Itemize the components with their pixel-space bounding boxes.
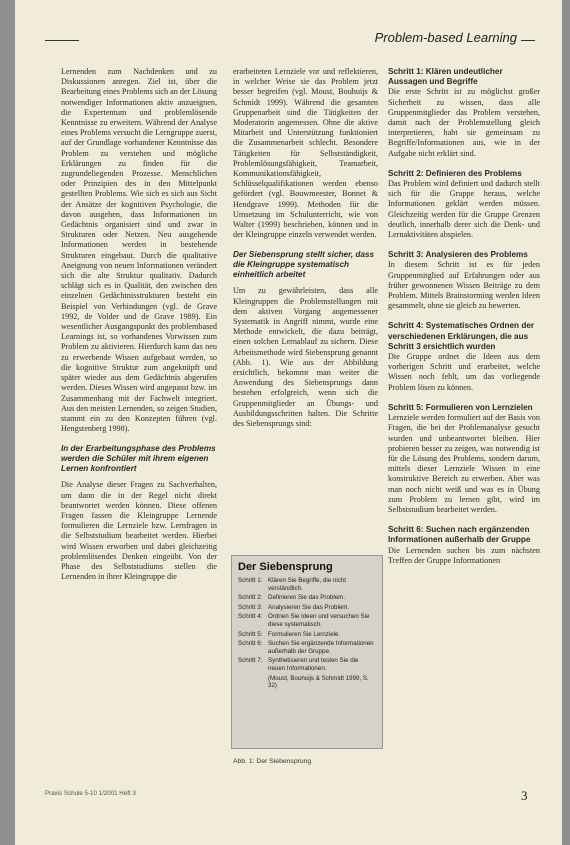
box-row bbox=[238, 604, 376, 612]
box-row-text: Definieren Sie das Problem. bbox=[268, 594, 346, 602]
box-row-text: Analysieren Sie das Problem. bbox=[268, 603, 350, 611]
step-title: Schritt 6: Suchen nach ergänzenden Informationen außerhalb der Gruppe bbox=[388, 525, 531, 545]
subheading: Der Siebensprung stellt sicher, dass die Kleingruppe systematisch einheitlich arbeitet bbox=[233, 250, 375, 280]
box-row bbox=[238, 631, 376, 639]
box-source-text: (Moust, Bouhuijs & Schmidt 1999, S. 32) bbox=[268, 674, 369, 690]
step-text: In diesem Schritt ist es für jeden Gruppenmitglied auf Erfahrungen oder aus früher gewonnenen Wissen Beiträge zu dem Problem. Mittels Brainstorming werden Ideen gesammelt, ohne sie gleich zu bewerten. bbox=[388, 260, 540, 311]
page-number: 3 bbox=[521, 788, 528, 803]
box-row-label: Schritt 5: bbox=[238, 630, 263, 638]
box-row bbox=[238, 613, 376, 628]
step-block bbox=[388, 403, 540, 515]
page-footer: Praxis Schule 5-10 1/2001 Heft 3 bbox=[45, 790, 136, 797]
box-source bbox=[238, 675, 376, 690]
header-rule-left bbox=[45, 40, 79, 41]
box-row-text: Suchen Sie ergänzende Informationen außerhalb der Gruppe. bbox=[268, 640, 374, 655]
step-title: Schritt 5: Formulieren von Lernzielen bbox=[388, 402, 533, 412]
box-row bbox=[238, 657, 376, 672]
box-row-text: Klären Sie Begriffe, die nicht verständlich. bbox=[268, 577, 346, 592]
box-row bbox=[238, 594, 376, 602]
step-text: Die Lernenden suchen bis zum nächsten Treffen der Gruppe Informationen bbox=[388, 545, 540, 565]
box-row-label: Schritt 2: bbox=[238, 594, 263, 602]
box-row-label: Schritt 6: bbox=[238, 640, 263, 648]
box-row-text: Synthetisieren und testen Sie die neuen Informationen. bbox=[268, 657, 359, 672]
step-text: Die Gruppe ordnet die Ideen aus dem vorherigen Schritt und erarbeitet, welche Wissen noch fehlt, um das vorliegende Problem lösen zu können. bbox=[388, 352, 540, 392]
box-row-label: Schritt 1: bbox=[238, 577, 263, 584]
step-text: Die erste Schritt ist zu möglichst großer Sicherheit zu wissen, dass alle Gruppenmitglieder das Problem verstehen, damit nach der Problemstellung gleich interpretieren, habt sie gemeinsam zu Begriffe/Informationen aus, wie in der Aufgabe nicht erklärt sind. bbox=[388, 87, 540, 158]
paragraph: Um zu gewährleisten, dass alle Kleingruppen die Problemstellungen mit dem aktiven Vorgang angemessener Systematik in Angriff nimmt, wurde eine Methode entwickelt, die dazu beiträgt, einen solchen Lernablauf zu sichern. Diese Arbeitsmethode wird Siebensprung genannt (Abb. 1). Wie aus der Abbildung ersichtlich, bekommt man weiter die Anwendung des Siebensprungs dann bestehen erfolgreich, wenn sich die Gruppenmitglieder an Übungs- und Ausbildungsschritten halten. Die Schritte des Siebensprungs sind: bbox=[233, 286, 378, 429]
step-block bbox=[388, 250, 540, 311]
step-block bbox=[388, 525, 540, 566]
header-rule-right bbox=[521, 40, 535, 41]
running-header bbox=[45, 30, 535, 46]
box-row bbox=[238, 640, 376, 655]
text-column-3 bbox=[388, 67, 540, 576]
box-row bbox=[238, 577, 376, 592]
step-block bbox=[388, 321, 540, 392]
paragraph: Lernenden zum Nachdenken und zu Diskussionen anregen. Ziel ist, über die Bearbeitung eines Problems sich an der Lösung notwendiger Informationen aktiv anzueignen, die Expertentum und problemlösende Kenntnisse zu erweitern. Während der Analyse eines Problems versucht die Lerngruppe zuerst, auf der Grundlage vorhandener Kenntnisse das Problem zu verstehen und mögliche Erklärungen zu finden für die zugrundeliegenden Prozesse. Menschlichen oder Prinzipien des in den Mittelpunkt gestellten Problems. Wie sich es sich aus Sicht der Ansätze der kognitiven Psychologie, die davon ausgehen, dass Informationen im Gedächtnis organisiert sind und zwar in Strukturen oder Netzen. Neu ausgehende Informationen werden in bestehende Strukturen eingebaut. Durch die qualitative Aneignung von neuen Informationen verändert sich die alte Struktur qualitativ. Dadurch schlägt sich es in Qualität, den zwischen den einzelnen Gedächtnisstrukturen besteht ein Beispiel von Verbindungen (vgl. de Grave 1992, de Volder und de Grave 1989). Ein wesentlicher Ausgangspunkt des problembased Learnings ist, so vorhandenes Vorwissen zum Problem zu aktivieren. Hierdurch kann das neu zu erwerbende Wissen aufgebaut werden, so die kognitive Struktur zum angeknüpft und später wieder aus dem Gedächtnis abgerufen werden. Dieses Wissen wird angepasst bzw. im Zusammenhang mit der Fachwelt integriert. Aus den meisten Lernenden, so zeigen Studien, stammt ein zu den Konzepten führen (vgl. Hengstenberg 1998). bbox=[61, 67, 217, 434]
document-page bbox=[15, 0, 562, 845]
box-row-label: Schritt 3: bbox=[238, 603, 263, 611]
text-column-2 bbox=[233, 67, 378, 437]
step-title: Schritt 4: Systematisches Ordnen der verschiedenen Erklärungen, die aus Schritt 3 ersichtlich wurden bbox=[388, 321, 535, 351]
step-text: Das Problem wird definiert und dadurch stellt sich für die Gruppe heraus, welche Informationen geklärt werden müssen. Gleichzeitig werden für die Gruppe Grenzen deutlich, innerhalb derer sich die Denk- und Lernaktivitäten abspielen. bbox=[388, 179, 540, 240]
paragraph: erarbeiteten Lernziele vor und reflektieren, in welcher Weise sie das Problem jetzt besser begreifen (vgl. Moust, Bouhuijs & Schmidt 1999). Während die gesamten Gruppenarbeit sind die Tätigkeiten der Moderatorin angemessen. Ohne die aktive Mitarbeit und Unterstützung funktioniert die Zusammenarbeit schlecht. Besondere Tätigkeiten für Selbstständigkeit, Problemlösungsfähigkeit, Teamarbeit, Kommunikationsfähigkeit, Schlüsselqualifikationen werden ebenso gefördert (vgl. Bouwmeester, Bonnet & Hendgrave 1999). Methoden für die Umsetzung im Schulunterricht, wie von Walter (1999) beschrieben, können und in der Kleingruppe einzeln verwendet werden. bbox=[233, 67, 378, 240]
step-title: Schritt 3: Analysieren des Problems bbox=[388, 250, 528, 260]
header-title: Problem-based Learning bbox=[374, 30, 517, 45]
step-title: Schritt 2: Definieren des Problems bbox=[388, 168, 522, 178]
step-title: Schritt 1: Klären undeutlicher Aussagen und Begriffe bbox=[388, 67, 503, 87]
step-block bbox=[388, 67, 540, 159]
text-column-1 bbox=[61, 67, 217, 590]
box-row-text: Ordnen Sie Ideen und versuchen Sie diese systematisch. bbox=[268, 613, 370, 628]
box-row-label: Schritt 4: bbox=[238, 613, 263, 621]
step-block bbox=[388, 169, 540, 240]
box-title: Der Siebensprung bbox=[238, 561, 333, 573]
figure-caption: Abb. 1: Der Siebensprung bbox=[233, 758, 312, 765]
box-row-text: Formulieren Sie Lernziele. bbox=[268, 630, 341, 638]
step-text: Lernziele werden formuliert auf der Basis von Fragen, die bei der Problemanalyse gesucht wurden und unbeantwortet bleiben. Hier probieren besser zu zeigen, was notwendig ist für die Lösung des Problems, sondern darum, mittels dieser Lernziele Wissen in eine konstruktive Bereich zu erwerben. Aber was man noch nicht weiß und was es in Übung zum Problem zu lernen gibt, wird im Selbststudium bearbeitet werden. bbox=[388, 413, 540, 514]
siebensprung-box bbox=[231, 555, 383, 749]
paragraph: Die Analyse dieser Fragen zu Sachverhalten, um dann die in der Regel nicht direkt beantwortet werden können. Diese offenen Fragen fassen die Kleingruppe Lernende formulieren die Lernziele bzw. Lernfragen in die Selbststudium bearbeitet werden. Hierbei wird Wissen erworben und dabei gleichzeitig problemlösendes Denken eingeübt. Von der Phase des Selbststudiums stellen die Lernenden in ihrer Kleingruppe die bbox=[61, 480, 217, 582]
subheading: In der Erarbeitungsphase des Problems werden die Schüler mit ihrem eigenen Lernen konfrontiert bbox=[61, 444, 216, 474]
box-row-label: Schritt 7: bbox=[238, 657, 263, 665]
